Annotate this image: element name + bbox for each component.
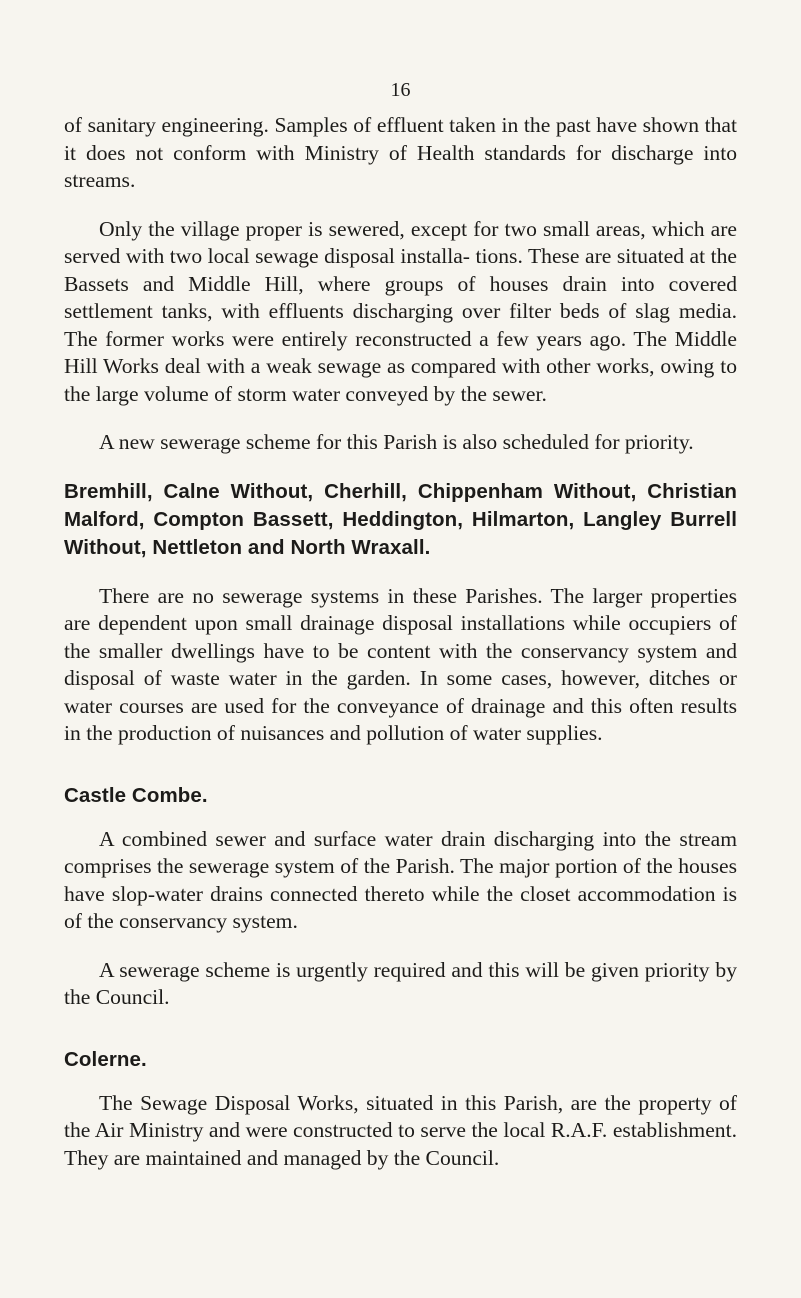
parishes-paragraph: There are no sewerage systems in these Parishes. The larger properties are dependent upon small drainage disposal installations while occupiers of the smaller dwellings have to be content with the conservancy system and disposal of waste water in the garden. In some cases, however, ditches or water courses are used for the conveyance of drainage and this often results in the production of nuisances and pollution of water supplies.	[64, 583, 737, 745]
colerne-paragraph: The Sewage Disposal Works, situated in this Parish, are the property of the Air Ministry and were constructed to serve the local R.A.F. establishment. They are maintained and managed by the Council.	[64, 1090, 737, 1170]
castle-combe-heading: Castle Combe.	[64, 783, 208, 807]
village-sewerage-paragraph: Only the village proper is sewered, except for two small areas, which are served with two local sewage disposal installa- tions. These are situated at the Bassets and Middle Hill, where groups of houses drain into covered settlement tanks, with effluents discharging over filter beds of slag media. The former works were entirely reconstructed a few years ago. The Middle Hill Works deal with a weak sewage as compared with other works, owing to the large volume of storm water conveyed by the sewer.	[64, 216, 737, 406]
castle-combe-paragraph-2: A sewerage scheme is urgently required and this will be given priority by the Council.	[64, 957, 737, 1009]
parishes-heading: Bremhill, Calne Without, Cherhill, Chippenham Without, Christian Malford, Compton Bassett, Heddington, Hilmarton, Langley Burrell Without, Nettleton and North Wraxall.	[64, 479, 737, 559]
intro-continuation-paragraph: of sanitary engineering. Samples of effluent taken in the past have shown that it does not conform with Ministry of Health standards for discharge into streams.	[64, 113, 737, 192]
priority-scheme-paragraph: A new sewerage scheme for this Parish is also scheduled for priority.	[99, 430, 694, 454]
document-body	[64, 112, 737, 1172]
castle-combe-paragraph-1: A combined sewer and surface water drain discharging into the stream comprises the sewerage system of the Parish. The major portion of the houses have slop-water drains connected thereto while the closet accommodation is of the conservancy system.	[64, 826, 737, 933]
page-number: 16	[390, 79, 411, 101]
colerne-heading: Colerne.	[64, 1047, 147, 1071]
